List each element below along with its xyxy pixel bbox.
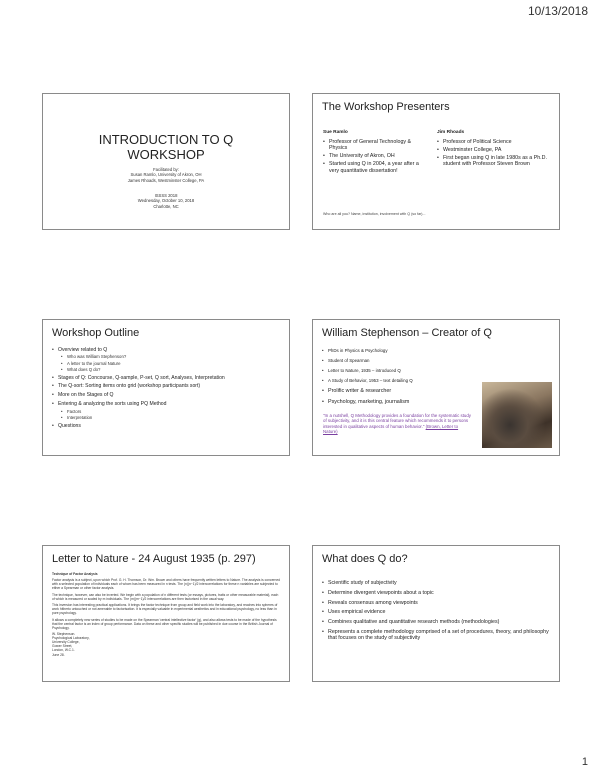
presenter-left [323, 130, 428, 175]
presenter-detail: • First began using Q in late 1980s as a Ph.D. student with Professor Steven Brown [437, 155, 552, 168]
slide-title-text: Workshop Outline [52, 327, 140, 339]
presenter-detail: • The University of Akron, OH [323, 153, 428, 160]
slide-footnote: Who are all you? Name, institution, involvement with Q (so far)... [323, 212, 426, 216]
outline-subitem: • A letter to the journal Nature [52, 361, 284, 367]
slide-main-title [43, 132, 289, 162]
facilitator-1: Susan Ramlo, University of Akron, OH [130, 172, 202, 178]
outline-subitem: • Factors [52, 409, 284, 415]
q-does-item: • Reveals consensus among viewpoints [322, 600, 552, 607]
outline-item: • Overview related to Q [52, 347, 284, 354]
facilitator-2: James Rhoads, Westminster College, PA [127, 177, 205, 183]
signature-line: Gower Street, [52, 644, 73, 649]
letter-signature [52, 632, 282, 657]
fact-item: • A Study of Behavior, 1953 – text detailing Q [322, 378, 554, 384]
signature-line: Psychological Laboratory, [52, 636, 90, 641]
slide-letter-to-nature [42, 545, 290, 682]
slide-title [42, 93, 290, 230]
outline-item: • Stages of Q: Concourse, Q-sample, P-set, Q sort, Analyses, Interpretation [52, 375, 284, 382]
title-line: WORKSHOP [127, 147, 205, 162]
title-line: INTRODUCTION TO Q [98, 132, 234, 147]
fact-item-large: • Prolific writer & researcher [322, 388, 554, 395]
q-does-item: • Scientific study of subjectivity [322, 580, 552, 587]
outline-item: • Entering & analyzing the sorts using PQ Method [52, 401, 284, 408]
letter-heading: Technique of Factor Analysis [52, 572, 98, 576]
slide-title-text: Letter to Nature - 24 August 1935 (p. 297) [52, 553, 256, 565]
outline-item: • The Q-sort: Sorting items onto grid (workshop participants sort) [52, 383, 284, 390]
event-info [43, 193, 289, 209]
letter-paragraph: It allows a completely new series of studies to be made on the Spearman 'central intellective factor' (g), and also allows tests to be made of the hypothesis that the central factor is an index of group performance. Data on these and other specific studies will be published in due course in the British Journal of Psychology. [52, 617, 277, 630]
presenter-detail: • Professor of Political Science [437, 139, 552, 146]
letter-paragraph: This inversion has interesting practical applications. It brings the factor technique from group and field work into the laboratory, and reaches into spheres of work hitherto untouched or not amenable to factorisation. It is especially valuable in experimental aesthetics and in educational psychology, no less than in pure psychology. [52, 603, 278, 616]
fact-item-large: • Psychology, marketing, journalism [322, 399, 554, 406]
outline-item: • More on the Stages of Q [52, 392, 284, 399]
signature-line: June 28. [52, 652, 65, 657]
outline-subitem: • Who was William Stephenson? [52, 354, 284, 360]
slide-title-text: William Stephenson – Creator of Q [322, 327, 492, 339]
letter-paragraph: Factor analysis is a subject, upon which Prof. G. H. Thomson, Dr. Wm. Brown and others have frequently written letters to Nature. The analysis is concerned with a selected population of individuals each of whom has been measured in n tests. The (n)(n−1)/2 intercorrelations for these n variables are subjected to either a Spearman or other factor analysis. [52, 578, 281, 591]
slide-outline [42, 319, 290, 456]
presenter-name: Sue Ramlo [323, 130, 348, 135]
page-date: 10/13/2018 [527, 4, 588, 18]
outline-subitem: • What does Q do? [52, 367, 284, 373]
slide-what-q-does [312, 545, 560, 682]
facilitators [43, 167, 289, 183]
outline-item: • Questions [52, 423, 284, 430]
presenter-name: Jim Rhoads [437, 130, 465, 135]
stephenson-quote [323, 413, 473, 434]
quote-text: "In a nutshell, Q Methodology provides a foundation for the systematic study of subjectivity, and it is this central feature which recommends it to persons interested in qualitative aspects of human behavior." [323, 413, 471, 429]
q-does-item: • Represents a complete methodology comprised of a set of procedures, theory, and philosophy that focuses on the study of subjectivity [322, 629, 552, 642]
letter-text [52, 572, 282, 657]
fact-item: • PhDs in Physics & Psychology [322, 348, 554, 354]
slide-title-text: What does Q do? [322, 553, 408, 565]
q-does-item: • Combines qualitative and quantitative research methods (methodologies) [322, 619, 552, 626]
signature-line: University College, [52, 640, 80, 645]
outline-list [52, 347, 284, 430]
presenter-right [437, 130, 552, 168]
event-name: ISSSS 2018 [154, 193, 178, 198]
event-location: Charlotte, NC [153, 203, 179, 209]
presenter-detail: • Westminster College, PA [437, 147, 552, 154]
outline-subitem: • Interpretation [52, 415, 284, 421]
stephenson-photo [482, 382, 552, 448]
q-does-list [322, 580, 552, 642]
quote-citation-link[interactable]: (Brown, Letter to Nature) [323, 423, 459, 434]
slide-stephenson [312, 319, 560, 456]
event-date: Wednesday, October 10, 2018 [137, 198, 195, 204]
signature-line: London, W.C.1. [52, 648, 75, 653]
fact-item: • Student of Spearman [322, 358, 554, 364]
letter-paragraph: The technique, however, can also be inverted. We begin with a population of n different tests (or essays, pictures, traits or other measurable material), each of which is measured or scaled by m individuals. The (m)(m−1)/2 intercorrelations are then factorised in the usual way. [52, 592, 279, 601]
presenter-detail: • Professor of General Technology & Physics [323, 139, 428, 152]
signature-line: W. Stephenson. [52, 632, 76, 637]
presenter-detail: • Started using Q in 2004, a year after a very quantitative dissertation! [323, 161, 428, 174]
slide-presenters [312, 93, 560, 230]
slide-title-text: The Workshop Presenters [322, 101, 450, 113]
fact-item: • Letter to Nature, 1935 – introduced Q [322, 368, 554, 374]
q-does-item: • Determine divergent viewpoints about a topic [322, 590, 552, 597]
facilitated-by: Facilitated by: [153, 167, 179, 172]
q-does-item: • Uses empirical evidence [322, 609, 552, 616]
page-number: 1 [581, 756, 588, 768]
